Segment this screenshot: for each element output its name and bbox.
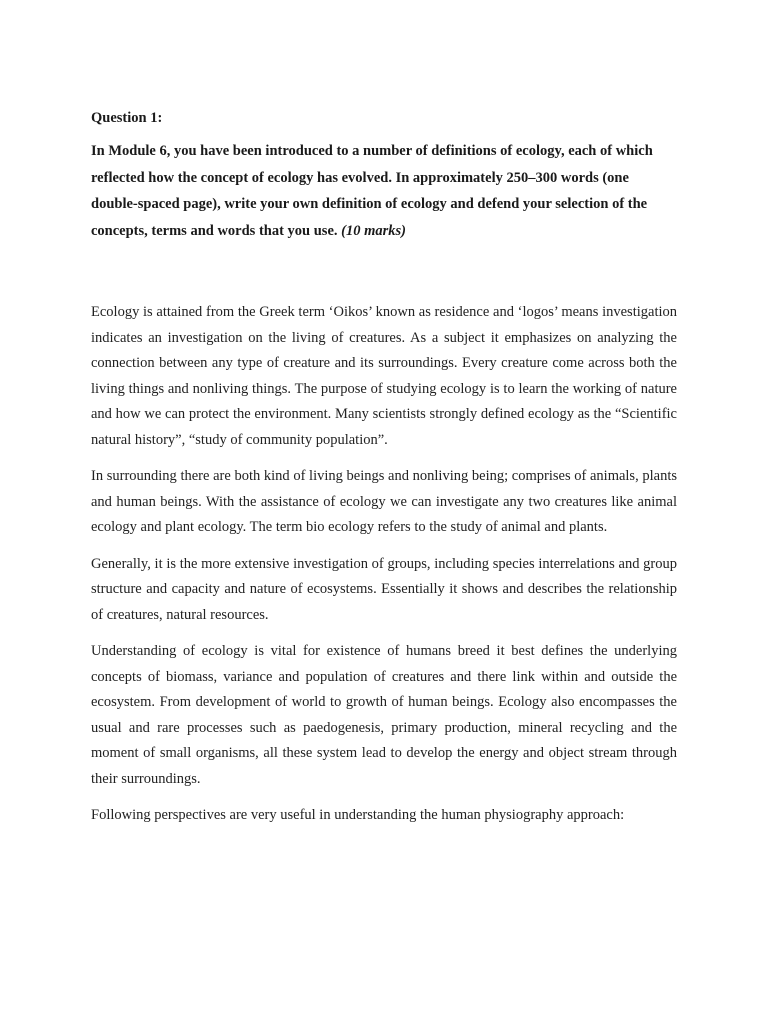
page-content xyxy=(91,108,677,840)
question-prompt xyxy=(91,138,677,244)
answer-paragraph-3: Generally, it is the more extensive investigation of groups, including species interrelations and group structure and capacity and nature of ecosystems. Essentially it shows and describes the relationship of creatures, natural resources. xyxy=(91,555,677,623)
question-marks: (10 marks) xyxy=(341,222,406,239)
answer-paragraph-4: Understanding of ecology is vital for existence of humans breed it best defines the underlying concepts of biomass, variance and population of creatures and there link within and outside the ecosystem. From development of world to growth of human beings. Ecology also encompasses the usual and rare processes such as paedogenesis, primary production, mineral recycling and the moment of small organisms, all these system lead to develop the energy and object stream through their surroundings. xyxy=(91,643,677,787)
answer-paragraph-1: Ecology is attained from the Greek term ‘Oikos’ known as residence and ‘logos’ means investigation indicates an investigation on the living of creatures. As a subject it emphasizes on analyzing the connection between any type of creature and its surroundings. Every creature come across both the living things and nonliving things. The purpose of studying ecology is to learn the working of nature and how we can protect the environment. Many scientists strongly defined ecology as the “Scientific natural history”, “study of community population”. xyxy=(91,304,677,448)
answer-body xyxy=(91,300,677,829)
question-heading: Question 1: xyxy=(91,110,163,126)
question-prompt-text: In Module 6, you have been introduced to a number of definitions of ecology, each of which reflected how the concept of ecology has evolved. In approximately 250–300 words (one double-spaced page), write your own definition of ecology and defend your selection of the concepts, terms and words that you use. xyxy=(91,143,653,239)
answer-paragraph-5: Following perspectives are very useful in understanding the human physiography approach: xyxy=(91,807,625,823)
answer-paragraph-2: In surrounding there are both kind of living beings and nonliving being; comprises of animals, plants and human beings. With the assistance of ecology we can investigate any two creatures like animal ecology and plant ecology. The term bio ecology refers to the study of animal and plants. xyxy=(91,468,677,535)
